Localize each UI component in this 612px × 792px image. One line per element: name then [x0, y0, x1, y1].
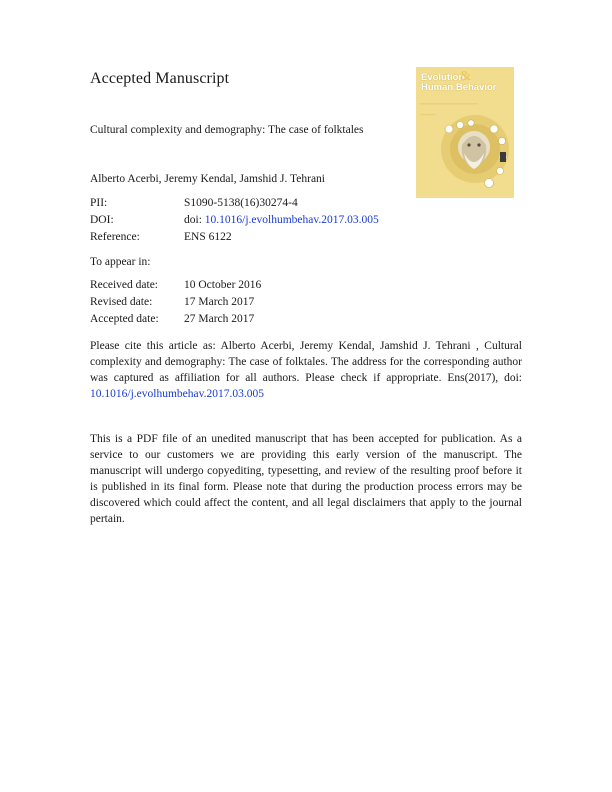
revised-label: Revised date:	[90, 296, 153, 308]
accepted-value: 27 March 2017	[184, 313, 255, 325]
doi-value	[184, 214, 379, 226]
pii-value: S1090-5138(16)30274-4	[184, 197, 298, 209]
received-value: 10 October 2016	[184, 279, 262, 291]
accepted-label: Accepted date:	[90, 313, 159, 325]
citation-doi-link[interactable]: 10.1016/j.evolhumbehav.2017.03.005	[90, 388, 264, 400]
revised-value: 17 March 2017	[184, 296, 255, 308]
citation-paragraph	[90, 338, 522, 402]
article-title: Cultural complexity and demography: The case of folktales	[90, 124, 364, 136]
reference-value: ENS 6122	[184, 231, 232, 243]
manuscript-heading: Accepted Manuscript	[90, 70, 230, 87]
received-label: Received date:	[90, 279, 159, 291]
cover-ampersand: &	[460, 69, 471, 84]
citation-text: Please cite this article as: Alberto Acerbi, Jeremy Kendal, Jamshid J. Tehrani , Cultural complexity and demography: The case of folktales. The address for the corresponding author was captured as affiliation for all authors. Please check if appropriate. Ens(2017), doi:	[90, 340, 522, 384]
doi-label: DOI:	[90, 214, 114, 226]
journal-cover-image	[416, 67, 514, 198]
cover-title-line1: Evolution	[421, 72, 465, 83]
pii-label: PII:	[90, 197, 108, 209]
cover-title-line2: Human Behavior	[421, 82, 497, 93]
notice-paragraph: This is a PDF file of an unedited manuscript that has been accepted for publication. As a service to our customers we are providing this early version of the manuscript. The manuscript will undergo copyediting, typesetting, and review of the resulting proof before it is published in its final form. Please note that during the production process errors may be discovered which could affect the content, and all legal disclaimers that apply to the journal pertain.	[90, 433, 522, 525]
doi-prefix: doi:	[184, 214, 205, 226]
to-appear-label: To appear in:	[90, 256, 151, 268]
authors: Alberto Acerbi, Jeremy Kendal, Jamshid J. Tehrani	[90, 173, 325, 185]
reference-label: Reference:	[90, 231, 140, 243]
doi-link[interactable]: 10.1016/j.evolhumbehav.2017.03.005	[204, 214, 379, 226]
